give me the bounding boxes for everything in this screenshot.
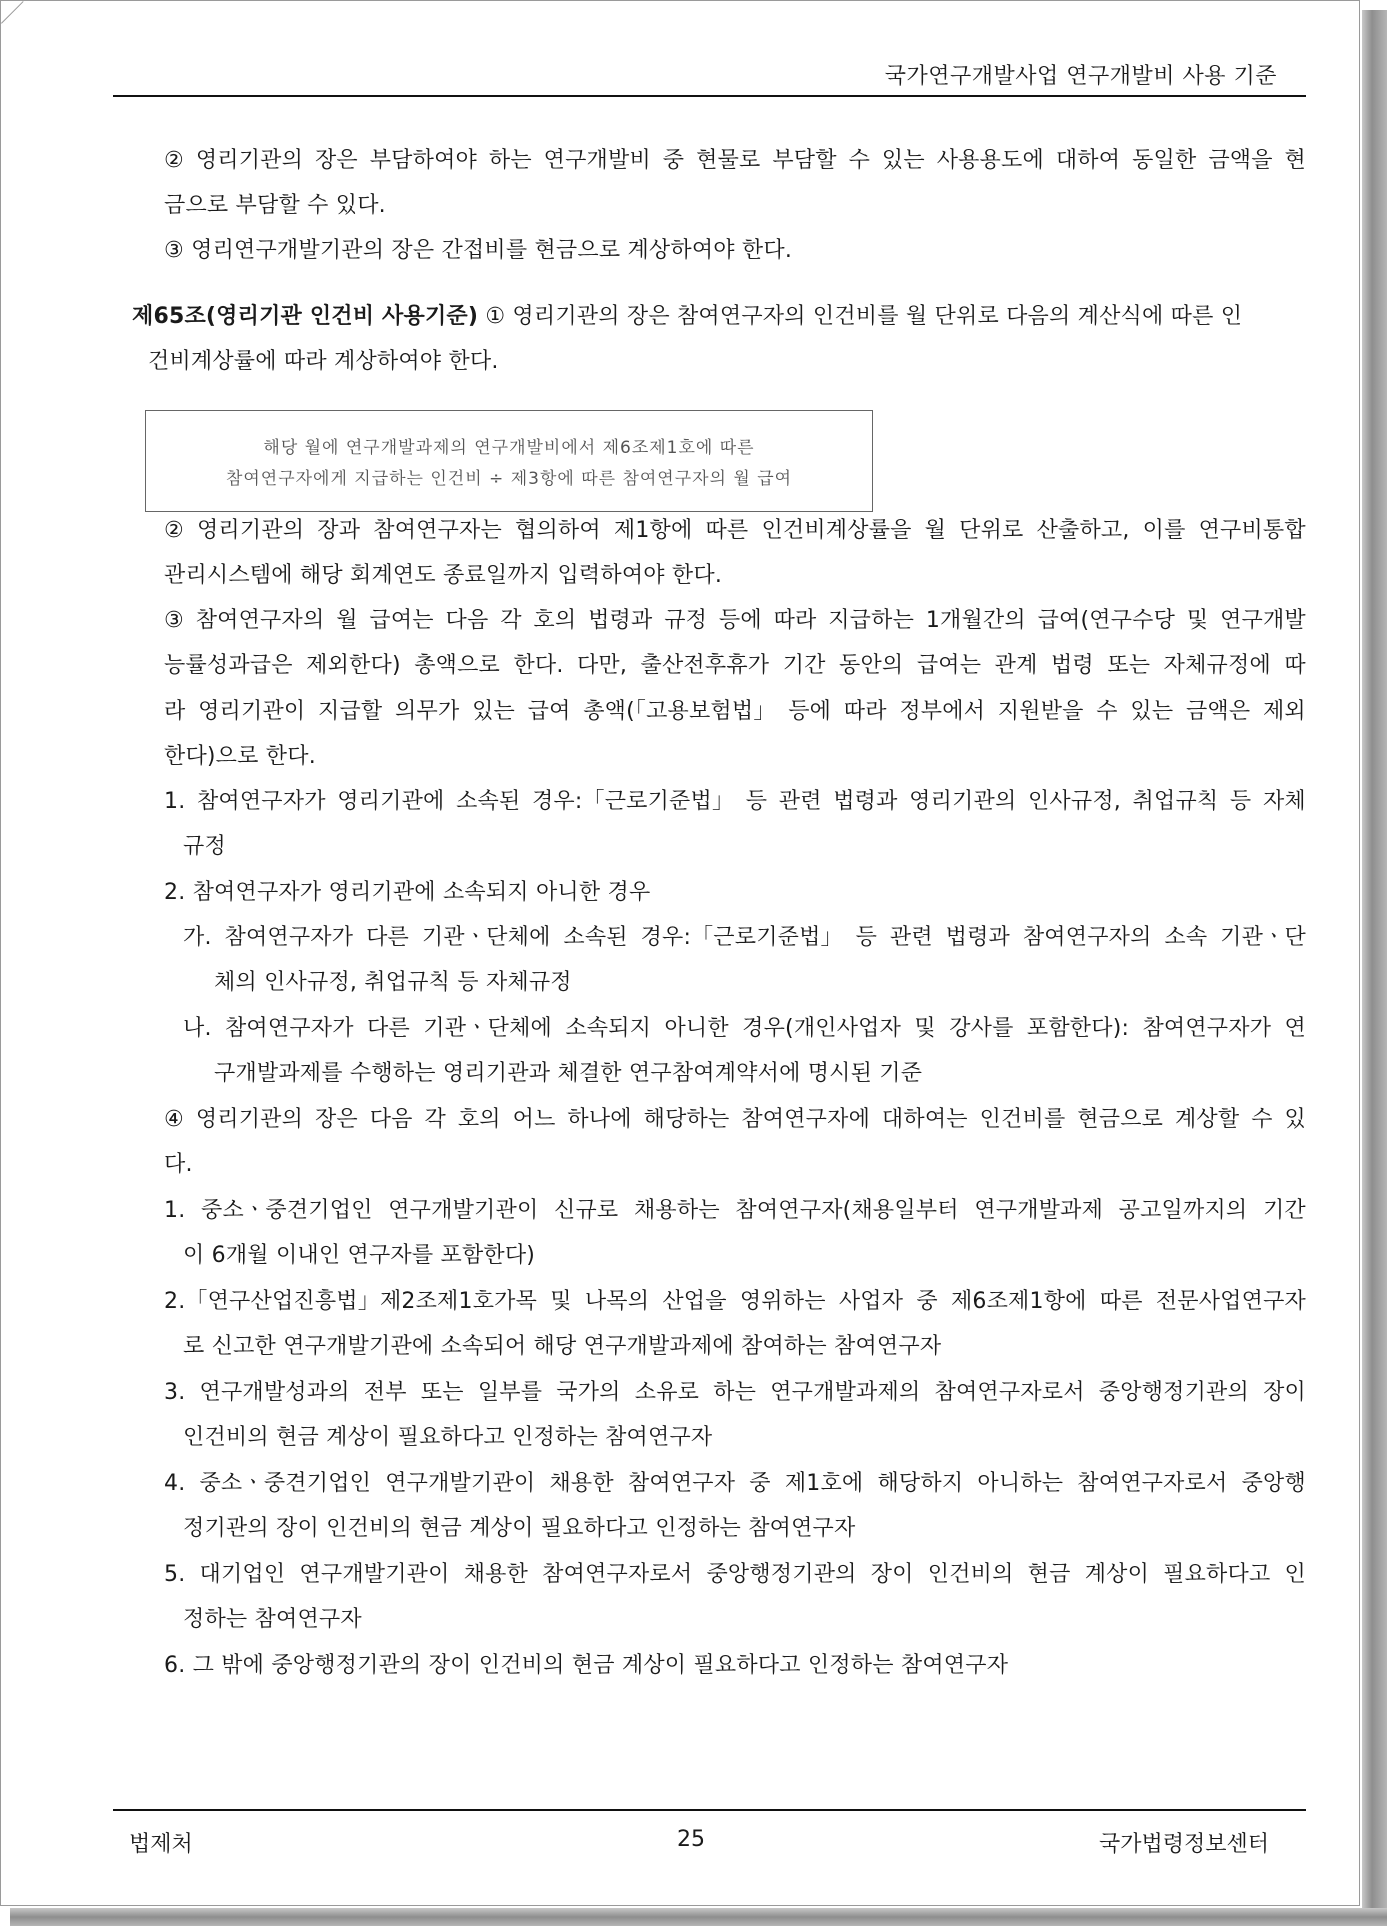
list-item: 5. 대기업인 연구개발기관이 채용한 참여연구자로서 중앙행정기관의 장이 인건비의 현금 계상이 필요하다고 인 (164, 1562, 1306, 1587)
paragraph-line: 다. (164, 1152, 193, 1177)
list-item-continuation: 규정 (183, 834, 226, 859)
list-item-continuation: 정하는 참여연구자 (183, 1607, 362, 1632)
paragraph-line: ④ 영리기관의 장은 다음 각 호의 어느 하나에 해당하는 참여연구자에 대하여는 인건비를 현금으로 계상할 수 있 (164, 1107, 1306, 1132)
sub-list-item: 가. 참여연구자가 다른 기관ㆍ단체에 소속된 경우:「근로기준법」 등 관련 법령과 참여연구자의 소속 기관ㆍ단 (183, 925, 1306, 950)
list-item: 1. 중소ㆍ중견기업인 연구개발기관이 신규로 채용하는 참여연구자(채용일부터 연구개발과제 공고일까지의 기간 (164, 1198, 1306, 1223)
paragraph-line: 한다)으로 한다. (164, 744, 316, 769)
page-shadow-bottom (10, 1908, 1387, 1926)
list-item-continuation: 로 신고한 연구개발기관에 소속되어 해당 연구개발과제에 참여하는 참여연구자 (183, 1334, 942, 1359)
list-item-continuation: 정기관의 장이 인건비의 현금 계상이 필요하다고 인정하는 참여연구자 (183, 1516, 856, 1541)
paragraph-line: 건비계상률에 따라 계상하여야 한다. (148, 349, 499, 374)
formula-box (145, 410, 873, 512)
footer-source: 국가법령정보센터 (1098, 1832, 1269, 1857)
footer-publisher: 법제처 (129, 1832, 193, 1857)
formula-line: 참여연구자에게 지급하는 인건비 ÷ 제3항에 따른 참여연구자의 월 급여 (225, 469, 793, 489)
paragraph-line: 라 영리기관이 지급할 의무가 있는 급여 총액(「고용보험법」 등에 따라 정부에서 지원받을 수 있는 금액은 제외 (164, 699, 1306, 724)
sub-list-item-continuation: 체의 인사규정, 취업규칙 등 자체규정 (214, 970, 572, 995)
header-rule (113, 95, 1306, 97)
article-65-title: 제65조(영리기관 인건비 사용기준) (132, 304, 479, 329)
header-title: 국가연구개발사업 연구개발비 사용 기준 (884, 64, 1277, 89)
article-65-line (132, 302, 1306, 332)
list-item: 4. 중소ㆍ중견기업인 연구개발기관이 채용한 참여연구자 중 제1호에 해당하지 아니하는 참여연구자로서 중앙행 (164, 1471, 1306, 1496)
list-item: 1. 참여연구자가 영리기관에 소속된 경우:「근로기준법」 등 관련 법령과 영리기관의 인사규정, 취업규칙 등 자체 (164, 789, 1306, 814)
sub-list-item: 나. 참여연구자가 다른 기관ㆍ단체에 소속되지 아니한 경우(개인사업자 및 강사를 포함한다): 참여연구자가 연 (183, 1016, 1306, 1041)
paragraph-line: 금으로 부담할 수 있다. (164, 193, 386, 218)
paragraph-line: 능률성과급은 제외한다) 총액으로 한다. 다만, 출산전후휴가 기간 동안의 급여는 관계 법령 또는 자체규정에 따 (164, 653, 1306, 678)
paragraph-line: ③ 영리연구개발기관의 장은 간접비를 현금으로 계상하여야 한다. (164, 238, 793, 263)
list-item: 3. 연구개발성과의 전부 또는 일부를 국가의 소유로 하는 연구개발과제의 참여연구자로서 중앙행정기관의 장이 (164, 1380, 1306, 1405)
formula-line: 해당 월에 연구개발과제의 연구개발비에서 제6조제1호에 따른 (263, 438, 755, 458)
list-item: 2.「연구산업진흥법」제2조제1호가목 및 나목의 산업을 영위하는 사업자 중 제6조제1항에 따른 전문사업연구자 (164, 1289, 1306, 1314)
paragraph-line: 관리시스템에 해당 회계연도 종료일까지 입력하여야 한다. (164, 563, 723, 588)
list-item: 2. 참여연구자가 영리기관에 소속되지 아니한 경우 (164, 880, 651, 905)
article-65-text: ① 영리기관의 장은 참여연구자의 인건비를 월 단위로 다음의 계산식에 따른 인 (478, 304, 1243, 329)
list-item-continuation: 이 6개월 이내인 연구자를 포함한다) (183, 1243, 536, 1268)
sub-list-item-continuation: 구개발과제를 수행하는 영리기관과 체결한 연구참여계약서에 명시된 기준 (214, 1061, 923, 1086)
page-number: 25 (677, 1827, 705, 1852)
page-shadow-right (1362, 10, 1387, 1926)
list-item: 6. 그 밖에 중앙행정기관의 장이 인건비의 현금 계상이 필요하다고 인정하는 참여연구자 (164, 1653, 1009, 1678)
paragraph-line: ③ 참여연구자의 월 급여는 다음 각 호의 법령과 규정 등에 따라 지급하는 1개월간의 급여(연구수당 및 연구개발 (164, 608, 1306, 633)
list-item-continuation: 인건비의 현금 계상이 필요하다고 인정하는 참여연구자 (183, 1425, 713, 1450)
footer-rule (113, 1809, 1306, 1811)
paragraph-line: ② 영리기관의 장은 부담하여야 하는 연구개발비 중 현물로 부담할 수 있는 사용용도에 대하여 동일한 금액을 현 (164, 148, 1306, 173)
paragraph-line: ② 영리기관의 장과 참여연구자는 협의하여 제1항에 따른 인건비계상률을 월 단위로 산출하고, 이를 연구비통합 (164, 518, 1306, 543)
